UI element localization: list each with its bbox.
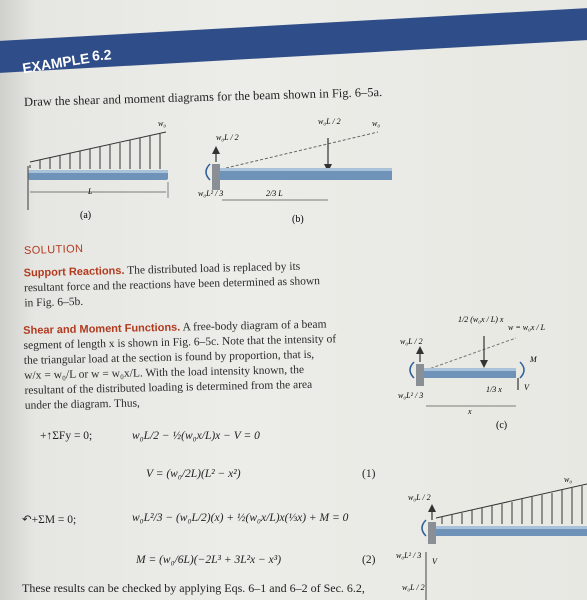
functions-text-1: A free-body diagram of a beam <box>182 318 327 334</box>
footer-text: These results can be checked by applying Eqs. 6–1 and 6–2 of Sec. 6.2, <box>22 581 365 595</box>
sum-m-equation: w₀L²/3 − (w₀L/2)(x) + ½(w₀x/L)x(⅓x) + M = 0 <box>132 512 349 524</box>
fig-c-intensity: w = w₀x / L <box>508 323 546 332</box>
equation-1-number: (1) <box>362 468 376 480</box>
fig-c-reaction-moment: w₀L² / 3 <box>398 391 424 400</box>
sum-fy-label: +↑ΣFy = 0; <box>40 430 93 442</box>
fig-d-reaction-force: w₀L / 2 <box>408 493 431 502</box>
functions-heading: Shear and Moment Functions. <box>23 321 181 337</box>
figure-d <box>396 470 587 600</box>
m-expression: M = (w₀/6L)(−2L³ + 3L²x − x³) <box>136 554 282 566</box>
fig-d-reaction-moment: w₀L² / 3 <box>396 551 422 560</box>
equation-2-number: (2) <box>362 554 376 566</box>
fig-c-partial-resultant: 1/2 (w₀x / L) x <box>458 315 504 324</box>
fig-c-reaction-force: w₀L / 2 <box>400 337 423 346</box>
support-text-2: resultant force and the reactions have been determined as shown <box>23 275 321 295</box>
support-reactions-heading: Support Reactions. <box>23 264 125 280</box>
fig-d-shear-value: w₀L / 2 <box>402 583 425 592</box>
fig-a-caption: (a) <box>80 210 92 220</box>
sum-fy-equation: w₀L/2 − ½(w₀x/L)x − V = 0 <box>132 430 260 442</box>
fig-a-load: w₀ <box>158 119 167 128</box>
figure-c <box>396 300 576 430</box>
fig-c-moment: M <box>530 355 537 364</box>
fig-b-reaction-moment: w₀L² / 3 <box>198 189 224 198</box>
support-text-1: The distributed load is replaced by its <box>127 260 301 277</box>
fig-c-x: x <box>468 407 472 416</box>
figure-b <box>196 110 396 230</box>
functions-text-3: the triangular load at the section is found by proportion, that is, <box>23 348 315 367</box>
fig-b-resultant: w₀L / 2 <box>318 117 341 126</box>
example-label: EXAMPLE <box>21 49 91 77</box>
fig-c-caption: (c) <box>496 420 508 430</box>
fig-d-load: w₀ <box>564 475 573 484</box>
fig-b-distance: 2/3 L <box>266 189 283 198</box>
fig-b-load: w₀ <box>372 119 381 128</box>
fig-c-shear: V <box>524 383 529 392</box>
sum-m-label: ↶+ΣM = 0; <box>22 514 77 526</box>
problem-statement: Draw the shear and moment diagrams for the beam shown in Fig. 6–5a. <box>23 85 383 109</box>
functions-text-4: w/x = w₀/L or w = w₀x/L. With the load intensity known, the <box>24 364 305 382</box>
fig-b-reaction-force: w₀L / 2 <box>216 133 239 142</box>
fig-a-length: L <box>88 187 93 196</box>
fig-b-caption: (b) <box>292 214 304 225</box>
functions-paragraph <box>23 316 395 414</box>
support-text-3: in Fig. 6–5b. <box>24 295 84 310</box>
functions-text-2: segment of length x is shown in Fig. 6–5c. Note that the intensity of <box>23 333 337 352</box>
support-reactions-paragraph <box>24 258 385 312</box>
functions-text-5: resultant of the distributed loading is determined from the area <box>24 378 313 397</box>
figure-a <box>18 110 178 220</box>
fig-c-distance: 1/3 x <box>486 385 502 394</box>
example-number: 6.2 <box>91 46 113 64</box>
v-expression: V = (w₀/2L)(L² − x²) <box>146 468 241 480</box>
functions-text-6: under the diagram. Thus, <box>24 397 141 412</box>
solution-title: SOLUTION <box>23 242 84 258</box>
fig-d-shear-label: V <box>432 557 437 566</box>
